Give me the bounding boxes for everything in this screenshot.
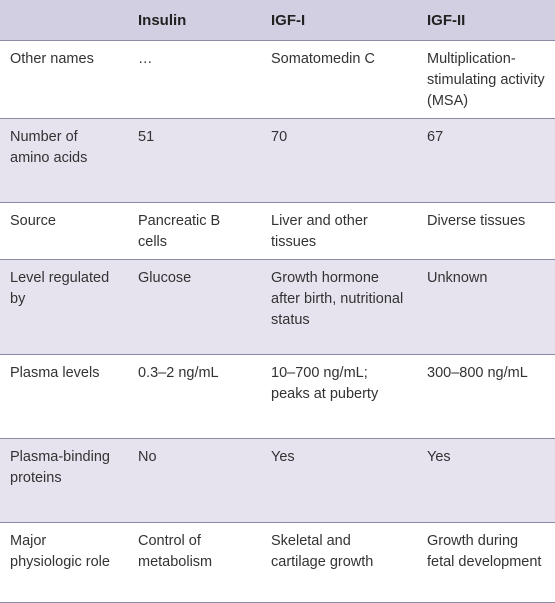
row-label: Plasma levels xyxy=(0,355,128,439)
cell-insulin: … xyxy=(128,41,261,119)
cell-igf-2: 67 xyxy=(417,119,555,203)
cell-igf-2: Yes xyxy=(417,439,555,523)
cell-igf-1: Yes xyxy=(261,439,417,523)
cell-igf-1: 10–700 ng/mL; peaks at puberty xyxy=(261,355,417,439)
cell-insulin: Pancreatic B cells xyxy=(128,203,261,260)
cell-insulin: No xyxy=(128,439,261,523)
cell-igf-2: Diverse tissues xyxy=(417,203,555,260)
row-label: Other names xyxy=(0,41,128,119)
table-row xyxy=(0,523,555,603)
cell-igf-2: Growth during fetal development xyxy=(417,523,555,603)
table-body xyxy=(0,41,555,603)
header-cell-igf-2: IGF-II xyxy=(417,0,555,41)
cell-igf-1: 70 xyxy=(261,119,417,203)
cell-igf-1: Somatomedin C xyxy=(261,41,417,119)
cell-insulin: 0.3–2 ng/mL xyxy=(128,355,261,439)
cell-insulin: Glucose xyxy=(128,260,261,355)
cell-igf-2: Unknown xyxy=(417,260,555,355)
row-label: Level regulated by xyxy=(0,260,128,355)
row-label: Plasma-binding proteins xyxy=(0,439,128,523)
cell-igf-1: Growth hormone after birth, nutritional status xyxy=(261,260,417,355)
header-cell-corner xyxy=(0,0,128,41)
cell-igf-2: Multiplication-stimulating activity (MSA) xyxy=(417,41,555,119)
cell-igf-2: 300–800 ng/mL xyxy=(417,355,555,439)
table-row xyxy=(0,355,555,439)
table-row xyxy=(0,119,555,203)
row-label: Source xyxy=(0,203,128,260)
header-row xyxy=(0,0,555,41)
table-header xyxy=(0,0,555,41)
cell-igf-1: Skeletal and cartilage growth xyxy=(261,523,417,603)
cell-insulin: 51 xyxy=(128,119,261,203)
header-cell-insulin: Insulin xyxy=(128,0,261,41)
table-row xyxy=(0,439,555,523)
cell-igf-1: Liver and other tissues xyxy=(261,203,417,260)
header-cell-igf-1: IGF-I xyxy=(261,0,417,41)
table-row xyxy=(0,203,555,260)
table-row xyxy=(0,41,555,119)
cell-insulin: Control of metabolism xyxy=(128,523,261,603)
row-label: Major physiologic role xyxy=(0,523,128,603)
table-row xyxy=(0,260,555,355)
row-label: Number of amino acids xyxy=(0,119,128,203)
